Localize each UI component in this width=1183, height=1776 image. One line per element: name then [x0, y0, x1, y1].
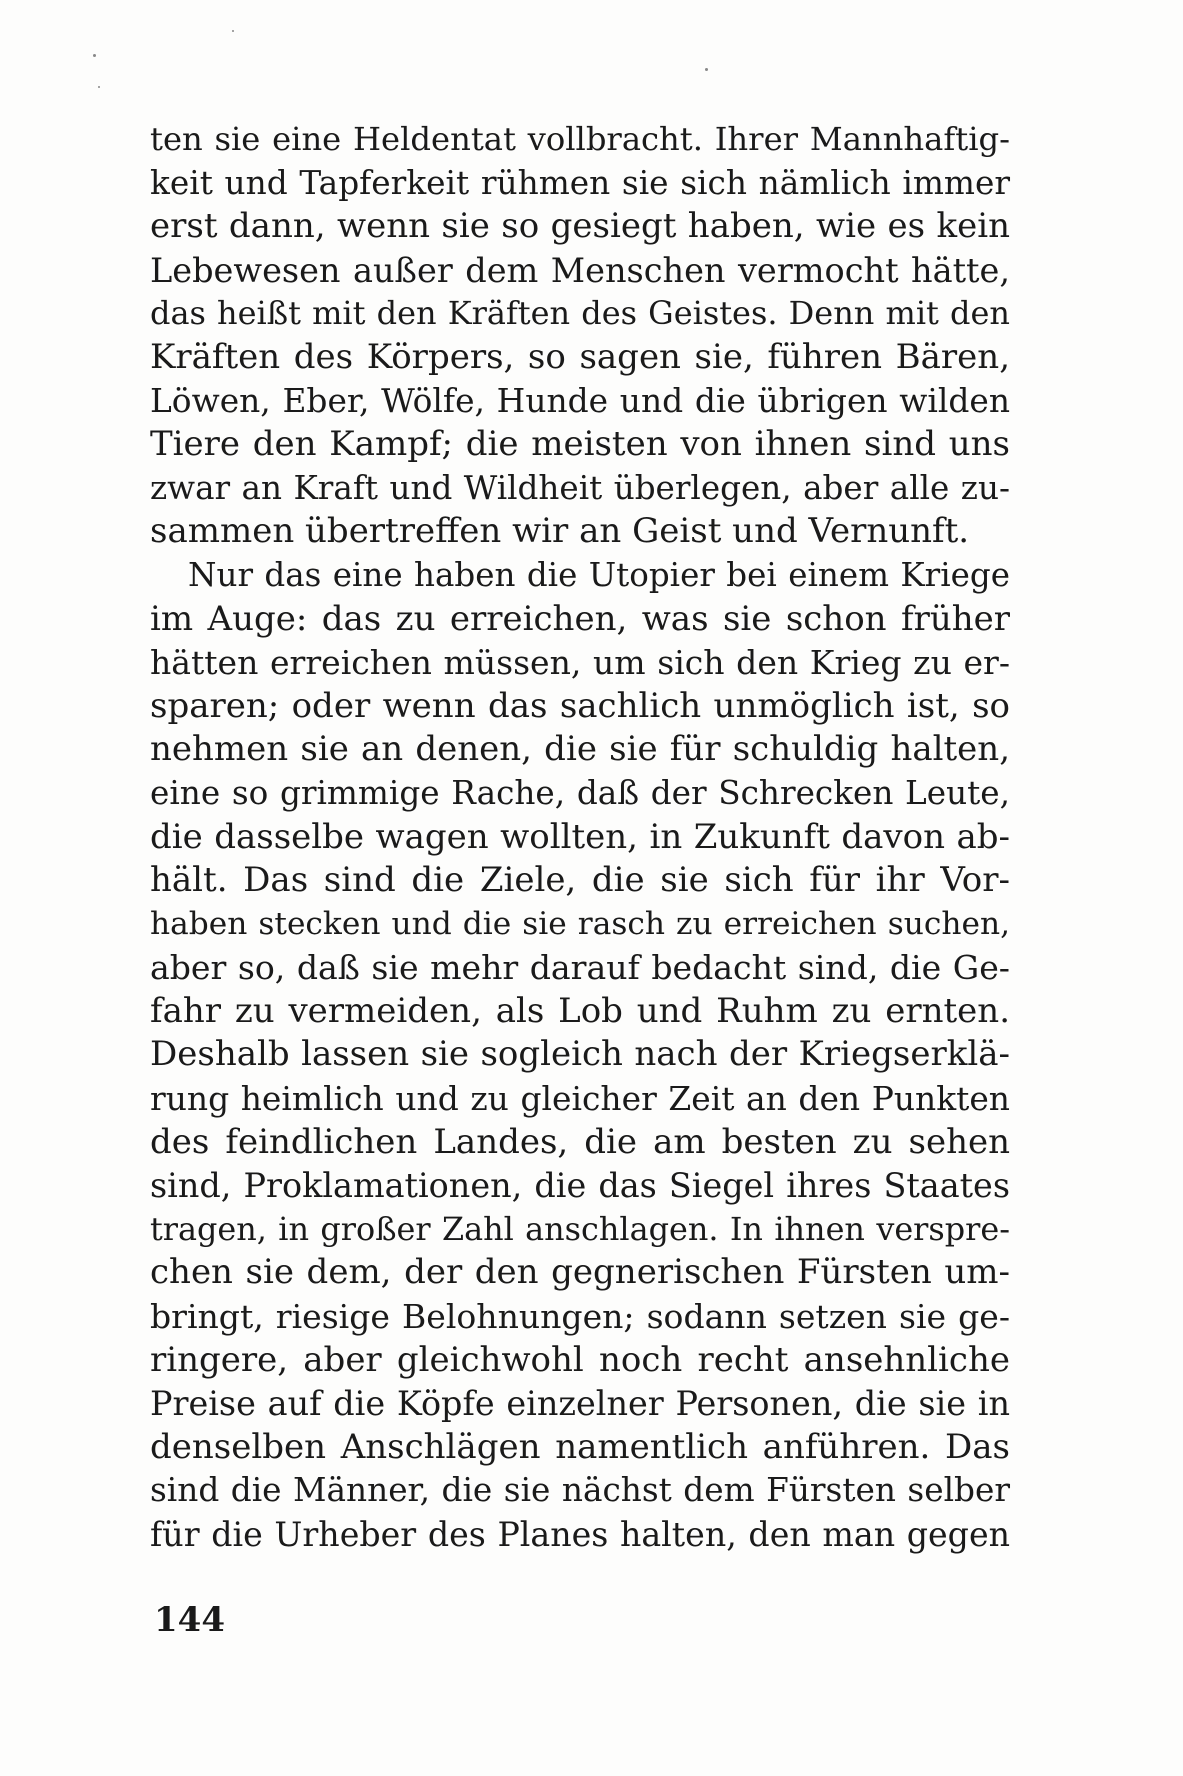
text-line: hält. Das sind die Ziele, die sie sich für ihr Vor- [150, 860, 1010, 901]
scan-speck [705, 68, 708, 71]
text-line: die dasselbe wagen wollten, in Zukunft davon ab- [150, 816, 1010, 857]
text-line: nehmen sie an denen, die sie für schuldig halten, [150, 729, 1010, 770]
text-line: Tiere den Kampf; die meisten von ihnen sind uns [150, 424, 1010, 465]
text-line: erst dann, wenn sie so gesiegt haben, wie es kein [150, 206, 1010, 247]
text-line: denselben Anschlägen namentlich anführen. Das [150, 1426, 1010, 1467]
text-line: bringt, riesige Belohnungen; sodann setzen sie ge- [150, 1297, 1010, 1337]
text-line: des feindlichen Landes, die am besten zu sehen [150, 1121, 1010, 1162]
text-line: rung heimlich und zu gleicher Zeit an den Punkten [150, 1079, 1010, 1119]
text-line: Preise auf die Köpfe einzelner Personen, die sie in [150, 1384, 1010, 1424]
text-line: ringere, aber gleichwohl noch recht ansehnliche [150, 1339, 1010, 1380]
text-line: Lebewesen außer dem Menschen vermocht hätte, [150, 250, 1010, 290]
scan-speck [98, 86, 100, 88]
text-line: aber so, daß sie mehr darauf bedacht sind, die Ge- [150, 948, 1010, 988]
text-line: Löwen, Eber, Wölfe, Hunde und die übrigen wilden [150, 381, 1010, 420]
text-line: das heißt mit den Kräften des Geistes. Denn mit den [150, 294, 1010, 333]
text-line: für die Urheber des Planes halten, den man gegen [150, 1515, 1010, 1554]
text-line: chen sie dem, der den gegnerischen Fürsten um- [150, 1252, 1010, 1293]
scan-speck [93, 54, 96, 57]
text-line: im Auge: das zu erreichen, was sie schon früher [150, 598, 1010, 639]
text-line: haben stecken und die sie rasch zu erreichen suchen, [150, 905, 1010, 942]
text-line: sind, Proklamationen, die das Siegel ihres Staates [150, 1166, 1010, 1206]
scan-speck [232, 30, 234, 32]
text-line: Kräften des Körpers, so sagen sie, führen Bären, [150, 336, 1010, 377]
page-number: 144 [154, 1600, 225, 1640]
text-line: zwar an Kraft und Wildheit überlegen, aber alle zu- [150, 468, 1010, 507]
text-line: sammen übertreffen wir an Geist und Vernunft. [150, 511, 970, 552]
text-line: fahr zu vermeiden, als Lob und Ruhm zu ernten. [150, 990, 1010, 1031]
text-line: keit und Tapferkeit rühmen sie sich nämlich immer [150, 163, 1010, 202]
text-line: Deshalb lassen sie sogleich nach der Kriegserklä- [150, 1034, 1010, 1075]
text-line: sind die Männer, die sie nächst dem Fürsten selber [150, 1471, 1010, 1510]
text-line: eine so grimmige Rache, daß der Schrecken Leute, [150, 773, 1010, 812]
paragraph-first-line: Nur das eine haben die Utopier bei einem Kriege [188, 555, 1010, 594]
body-text [150, 118, 1010, 1557]
text-line: sparen; oder wenn das sachlich unmöglich ist, so [150, 685, 1010, 726]
text-line: ten sie eine Heldentat vollbracht. Ihrer Mannhaftig- [150, 120, 1010, 158]
text-line: tragen, in großer Zahl anschlagen. In ihnen verspre- [150, 1209, 1010, 1248]
text-line: hätten erreichen müssen, um sich den Krieg zu er- [150, 643, 1010, 683]
